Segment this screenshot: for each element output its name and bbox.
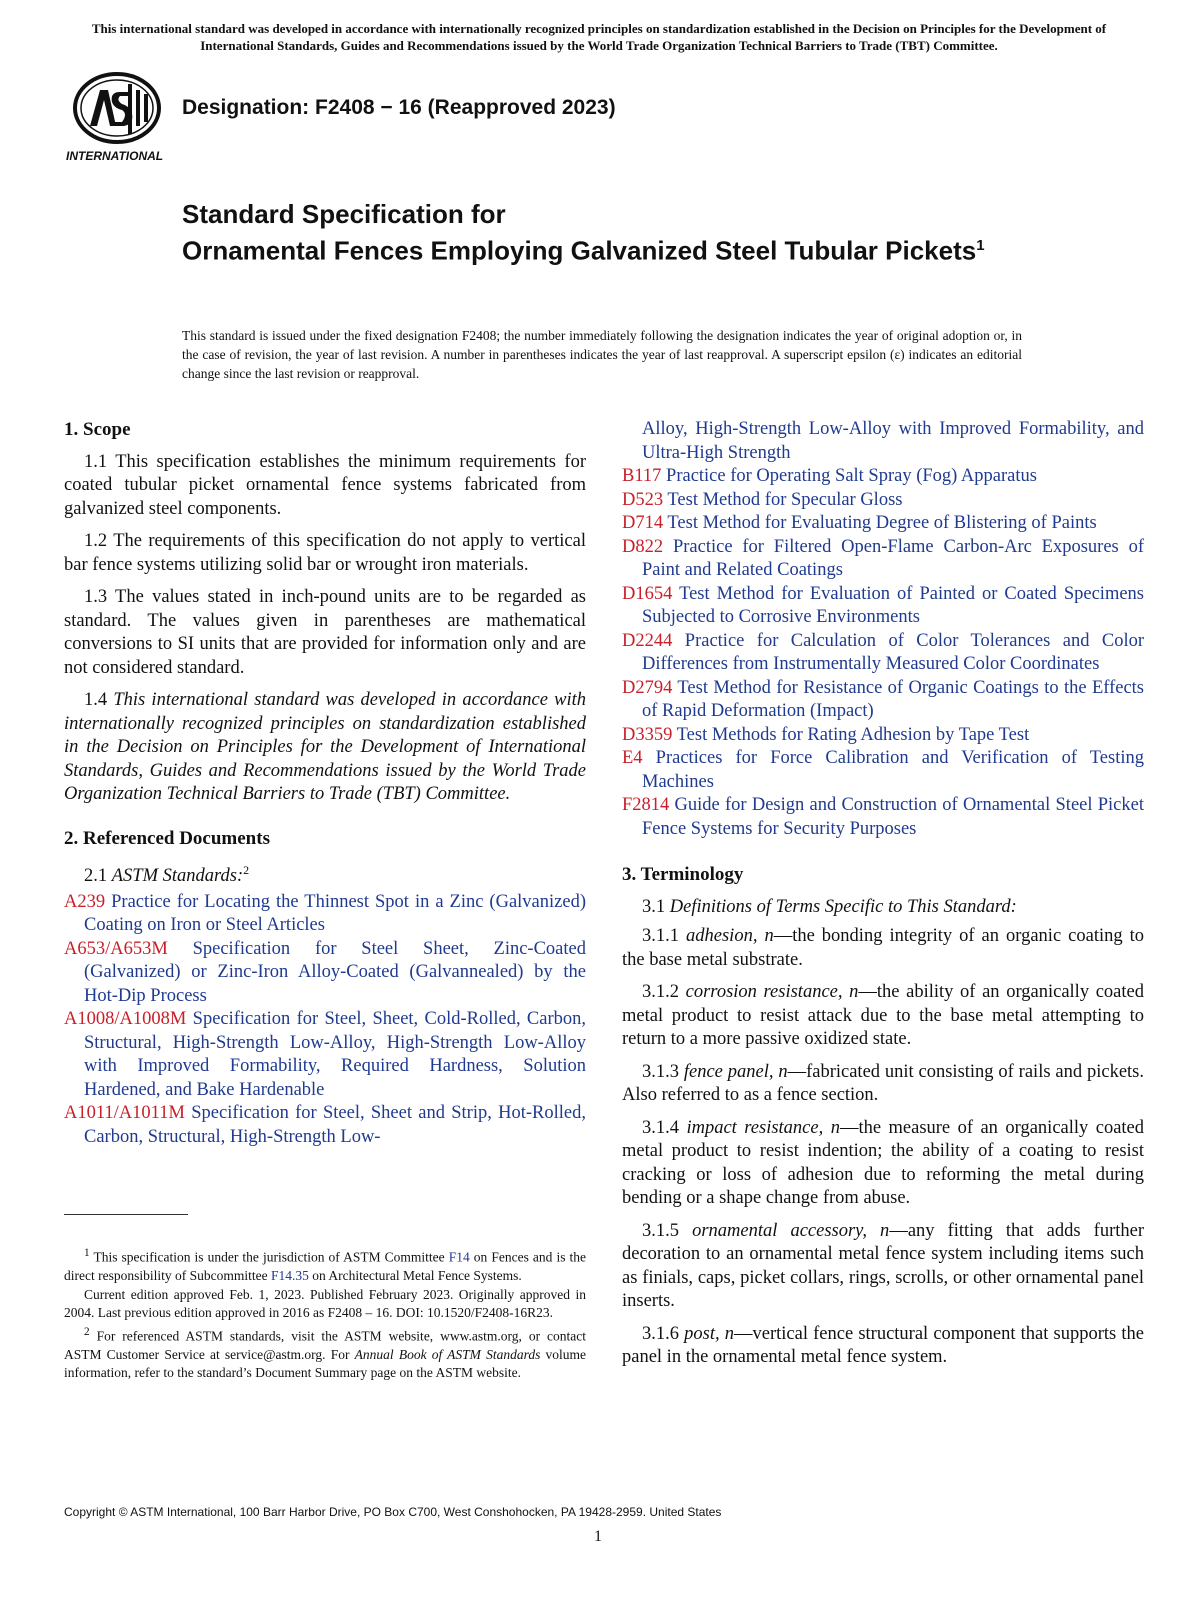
ref-item[interactable]: D1654 Test Method for Evaluation of Painted or Coated Specimens Subjected to Corrosive Environments <box>622 583 1144 627</box>
term-definition: 3.1.3 fence panel, n—fabricated unit consisting of rails and pickets. Also referred to as a fence section. <box>622 1061 1144 1105</box>
ref-item[interactable]: A1008/A1008M Specification for Steel, Sheet, Cold-Rolled, Carbon, Structural, High-Strength Low-Alloy, High-Strength Low-Alloy with Improved Formability, Required Hardness, Solution Hardened, and Bake Hardenable <box>64 1009 587 1100</box>
ref-item[interactable]: D2794 Test Method for Resistance of Organic Coatings to the Effects of Rapid Deformation (Impact) <box>622 677 1144 721</box>
definitions-subheading: 3.1 Definitions of Terms Specific to This Standard: <box>642 896 1017 917</box>
term-definition: 3.1.2 corrosion resistance, n—the ability of an organically coated metal product to resist attack due to the base metal attempting to return to a more passive oxidized state. <box>622 982 1144 1049</box>
referenced-heading: 2. Referenced Documents <box>64 827 270 849</box>
scope-para-1-2: 1.2 The requirements of this specification do not apply to vertical bar fence systems utilizing solid bar or wrought iron materials. <box>64 531 586 575</box>
title-line-2: Ornamental Fences Employing Galvanized Steel Tubular Pickets$^1$ <box>182 235 985 266</box>
page-number: 1 <box>594 1528 602 1545</box>
wto-notice: This international standard was developed in accordance with internationally recognized principles on standardization established in the Decision on Principles for the Development of International Standards, Guides and Recommendations issued by the World Trade Organization Technical Barriers to Trade (TBT) Committee. <box>91 21 1107 53</box>
astm-logo-icon <box>64 70 170 166</box>
term-definition: 3.1.1 adhesion, n—the bonding integrity of an organic coating to the base metal substrate. <box>622 926 1145 970</box>
terminology-heading: 3. Terminology <box>622 864 744 885</box>
left-column <box>64 418 586 1149</box>
title-footnote-mark: 1 <box>976 237 985 254</box>
committee-link[interactable]: F14 <box>448 1249 470 1265</box>
astm-standards-subheading: 2.1 ASTM Standards:$^2$ <box>84 863 250 887</box>
designation: Designation: F2408 − 16 (Reapproved 2023) <box>182 96 616 119</box>
footnote-2: $^2$ For referenced ASTM standards, visit the ASTM website, www.astm.org, or contact ASTM Customer Service at service@astm.org. For Annual Book of ASTM Standards volume information, refer to the standard’s Document Summary page on the ASTM website. <box>64 1325 587 1380</box>
issued-note: This standard is issued under the fixed designation F2408; the number immediately following the designation indicates the year of original adoption or, in the case of revision, the year of last revision. A number in parentheses indicates the year of last reapproval. A superscript epsilon (ε) indicates an editorial change since the last revision or reapproval. <box>182 328 1022 381</box>
footnote-edition: Current edition approved Feb. 1, 2023. Published February 2023. Originally approved in 2004. Last previous edition approved in 2016 as F2408 – 16. DOI: 10.1520/F2408-16R23. <box>64 1286 586 1320</box>
astm-logo <box>64 70 170 166</box>
ref-item[interactable]: B117 Practice for Operating Salt Spray (Fog) Apparatus <box>622 466 1037 486</box>
ref-item[interactable]: F2814 Guide for Design and Construction of Ornamental Steel Picket Fence Systems for Security Purposes <box>622 795 1144 839</box>
copyright: Copyright © ASTM International, 100 Barr Harbor Drive, PO Box C700, West Conshohocken, PA 19428-2959. United States <box>64 1505 722 1519</box>
term-definition: 3.1.6 post, n—vertical fence structural component that supports the panel in the ornamental metal fence system. <box>622 1323 1144 1367</box>
footnotes <box>64 1244 586 1383</box>
ref-item[interactable]: D3359 Test Methods for Rating Adhesion by Tape Test <box>622 724 1030 745</box>
footnote-divider <box>64 1214 188 1215</box>
ref-item[interactable]: A653/A653M Specification for Steel Sheet, Zinc-Coated (Galvanized) or Zinc-Iron Alloy-Coated (Galvannealed) by the Hot-Dip Process <box>64 938 586 1006</box>
term-definition: 3.1.5 ornamental accessory, n—any fitting that adds further decoration to an ornamental metal fence system including items such as finials, caps, picket collars, rings, scrolls, or other ornamental panel inserts. <box>622 1220 1144 1311</box>
document-title <box>182 198 1082 267</box>
ref-item[interactable]: A1011/A1011M Specification for Steel, Sheet and Strip, Hot-Rolled, Carbon, Structural, High-Strength Low- <box>64 1103 587 1147</box>
ref-item-continued[interactable]: Alloy, High-Strength Low-Alloy with Improved Formability, and Ultra-High Strength <box>642 419 1144 463</box>
footnote-1: $^1$ This specification is under the jurisdiction of ASTM Committee F14 on Fences and is the direct responsibility of Subcommittee F14.35 on Architectural Metal Fence Systems. <box>64 1247 586 1283</box>
ref-item[interactable]: D2244 Practice for Calculation of Color Tolerances and Color Differences from Instrumentally Measured Color Coordinates <box>622 630 1145 674</box>
title-line-1: Standard Specification for <box>182 199 506 229</box>
ref-item[interactable]: D714 Test Method for Evaluating Degree of Blistering of Paints <box>622 513 1097 533</box>
scope-heading: 1. Scope <box>64 419 131 440</box>
terminology-section <box>622 863 1144 1370</box>
ref-item[interactable]: A239 Practice for Locating the Thinnest Spot in a Zinc (Galvanized) Coating on Iron or Steel Articles <box>64 891 586 936</box>
term-definition: 3.1.4 impact resistance, n—the measure of an organically coated metal product to resist indention; the ability of a coating to resist cracking or loss of adhesion due to reforming the metal during bending or a shape change from abuse. <box>622 1117 1145 1208</box>
logo-wordmark: INTERNATIONAL <box>66 149 164 163</box>
ref-item[interactable]: D822 Practice for Filtered Open-Flame Carbon-Arc Exposures of Paint and Related Coatings <box>622 536 1144 580</box>
ref-item[interactable]: D523 Test Method for Specular Gloss <box>622 489 903 510</box>
subcommittee-link[interactable]: F14.35 <box>270 1268 309 1283</box>
right-column <box>622 418 1144 1379</box>
ref-item[interactable]: E4 Practices for Force Calibration and Verification of Testing Machines <box>622 748 1144 792</box>
scope-para-1-3: 1.3 The values stated in inch-pound units are to be regarded as standard. The values given in parentheses are mathematical conversions to SI units that are provided for information only and are not considered standard. <box>64 587 586 678</box>
scope-para-1-4: 1.4 This international standard was developed in accordance with internationally recognized principles on standardization established in the Decision on Principles for the Development of International Standards, Guides and Recommendations issued by the World Trade Organization Technical Barriers to Trade (TBT) Committee. <box>64 690 587 804</box>
scope-para-1-1: 1.1 This specification establishes the minimum requirements for coated tubular picket ornamental fence systems fabricated from galvanized steel components. <box>64 451 586 519</box>
